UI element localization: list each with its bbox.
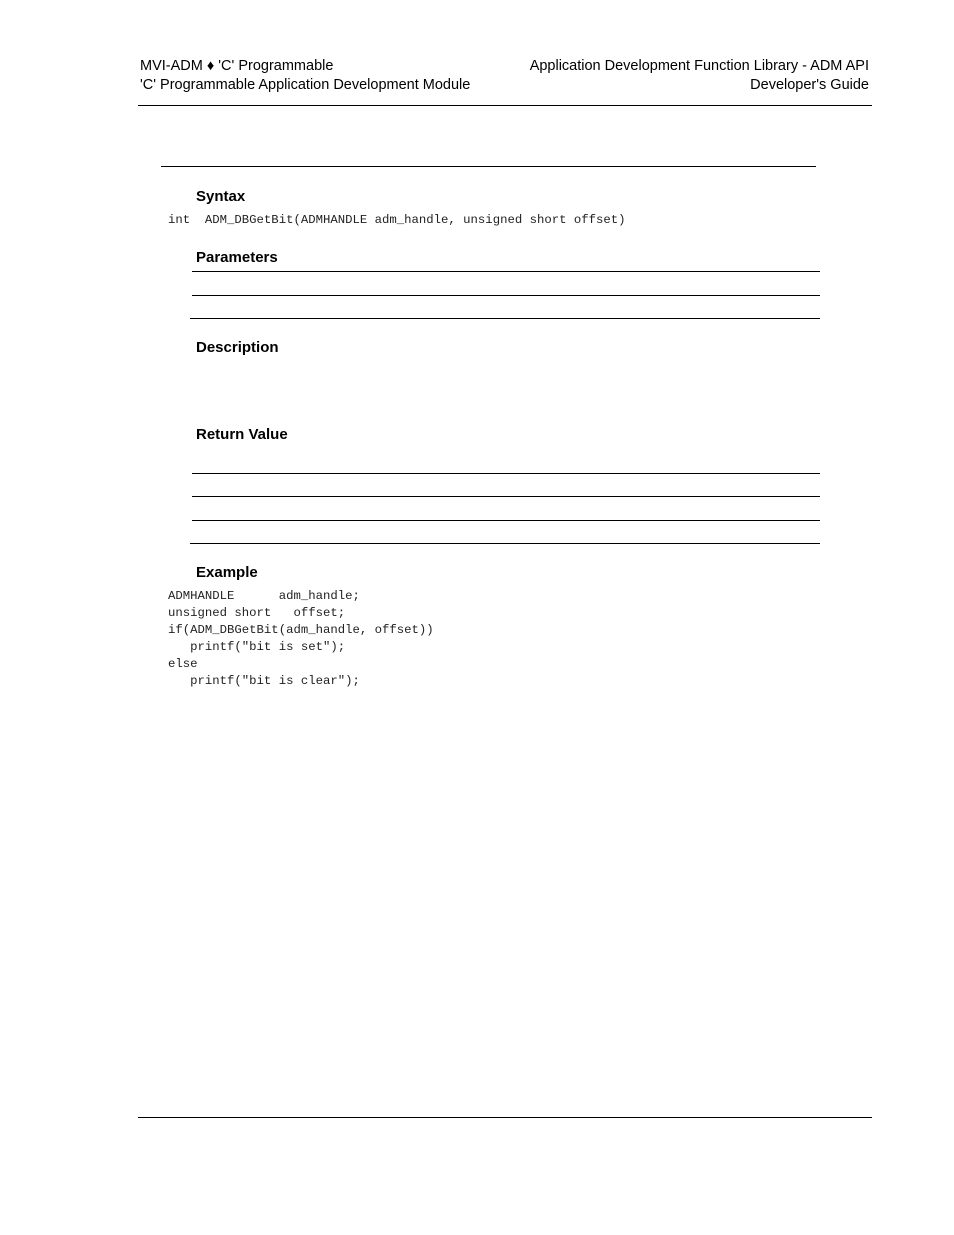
page-header-left xyxy=(140,57,470,95)
header-divider xyxy=(138,105,872,106)
parameters-table-rule xyxy=(192,295,820,296)
syntax-heading: Syntax xyxy=(196,188,246,205)
header-product-title: MVI-ADM ♦ 'C' Programmable xyxy=(140,58,334,74)
parameters-table-rule xyxy=(190,318,820,319)
return-value-table-rule xyxy=(192,520,820,521)
example-heading: Example xyxy=(196,564,258,581)
page-header-right xyxy=(530,57,869,95)
header-document-title: Application Development Function Library - ADM API xyxy=(529,58,869,74)
example-code: ADMHANDLE adm_handle; unsigned short offset; if(ADM_DBGetBit(adm_handle, offset)) printf("bit is set"); else printf("bit is clear"); xyxy=(168,589,434,688)
footer-divider xyxy=(138,1117,872,1118)
return-value-table-rule xyxy=(192,496,820,497)
function-title-rule xyxy=(161,166,816,167)
header-document-subtitle: Developer's Guide xyxy=(750,77,869,93)
header-product-subtitle: 'C' Programmable Application Development Module xyxy=(140,77,471,93)
return-value-table-rule xyxy=(190,543,820,544)
parameters-table-rule xyxy=(192,271,820,272)
return-value-table-rule xyxy=(192,473,820,474)
parameters-heading: Parameters xyxy=(196,249,278,266)
syntax-code: int ADM_DBGetBit(ADMHANDLE adm_handle, unsigned short offset) xyxy=(168,213,626,227)
return-value-heading: Return Value xyxy=(196,426,288,443)
description-heading: Description xyxy=(196,339,279,356)
